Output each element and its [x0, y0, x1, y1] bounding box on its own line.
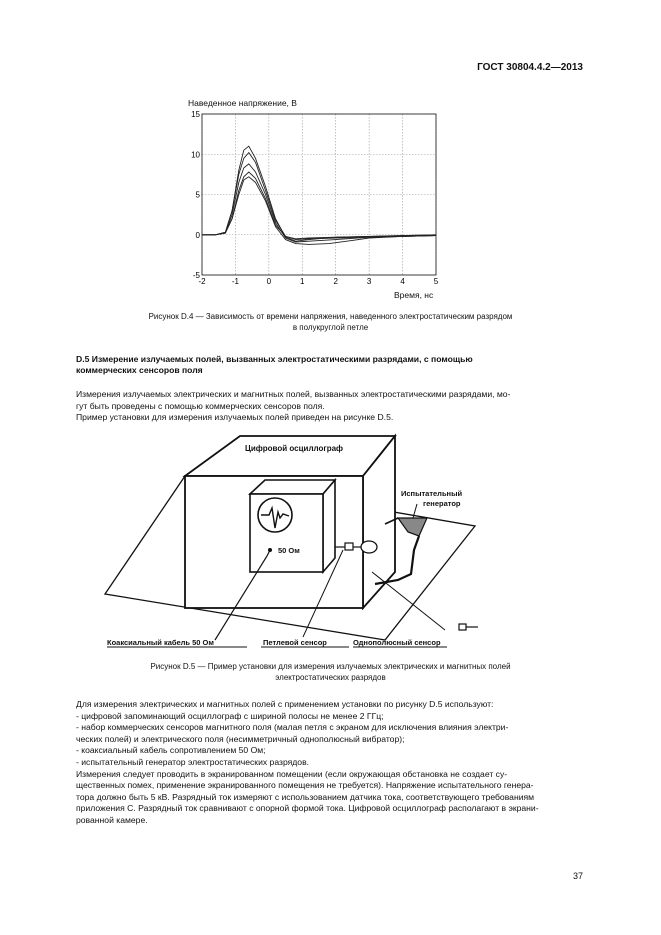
series-line-5 — [202, 177, 436, 245]
oscilloscope-label: Цифровой осциллограф — [245, 444, 344, 453]
monopole-sensor-label: Однополюсный сенсор — [353, 638, 441, 647]
y-tick-label: 10 — [191, 150, 200, 160]
loop-sensor-label: Петлевой сенсор — [263, 638, 327, 647]
text-line: рованной камере. — [76, 814, 148, 825]
x-tick-label: 2 — [333, 277, 338, 286]
list-item-continued: ческих полей) и электрического поля (несимметричный однополюсный вибратор); — [76, 733, 405, 744]
text-line: Пример установки для измерения излучаемых полей приведен на рисунке D.5. — [76, 412, 394, 423]
heading-line: коммерческих сенсоров поля — [76, 365, 203, 375]
y-tick-label: 15 — [191, 110, 200, 119]
monopole-sensor — [459, 624, 466, 630]
chart-grid — [202, 114, 436, 275]
y-tick-label: -5 — [192, 271, 200, 280]
series-line-3 — [202, 164, 436, 242]
section-paragraph — [76, 389, 586, 424]
section-heading — [76, 354, 586, 376]
y-tick-label: 0 — [195, 230, 200, 240]
y-axis-label: Наведенное напряжение, В — [188, 98, 297, 108]
series-lines — [202, 146, 436, 244]
shielded-box-top — [185, 436, 395, 476]
list-item: - цифровой запоминающий осциллограф с шириной полосы не менее 2 ГГц; — [76, 710, 384, 721]
impedance-label: 50 Ом — [278, 546, 300, 555]
x-tick-label: -1 — [231, 277, 239, 286]
document-code: ГОСТ 30804.4.2—2013 — [477, 62, 583, 73]
figure-d4-caption — [60, 311, 601, 333]
x-tick-label: 5 — [433, 277, 439, 286]
list-item: - набор коммерческих сенсоров магнитного поля (малая петля с экраном для исключения влияния электри- — [76, 722, 509, 733]
loop-sensor — [361, 541, 377, 553]
voltage-time-chart — [180, 94, 460, 304]
list-item: - коаксиальный кабель сопротивлением 50 Ом; — [76, 745, 266, 756]
figure-d5-caption — [60, 661, 601, 683]
x-axis-label: Время, нс — [394, 290, 434, 300]
text-line: Для измерения электрических и магнитных полей с применением установки по рисунку D.5 используют: — [76, 699, 494, 709]
series-line-1 — [202, 146, 436, 241]
oscilloscope-side — [323, 480, 335, 572]
heading-line: D.5 Измерение излучаемых полей, вызванных электростатическими разрядами, с помощью — [76, 354, 473, 364]
caption-line: электростатических разрядов — [275, 673, 386, 682]
text-line: щественных помех, применение экранированного помещения не требуется). Напряжение испытательного генера- — [76, 780, 534, 791]
oscilloscope-top — [250, 480, 335, 494]
feedthrough-connector — [345, 543, 353, 550]
x-tick-label: 4 — [400, 277, 405, 286]
page-number: 37 — [572, 871, 583, 881]
list-item: - испытательный генератор электростатических разрядов. — [76, 756, 310, 767]
caption-line: Рисунок D.5 — Пример установки для измерения излучаемых электрических и магнитных полей — [150, 662, 511, 671]
generator-label: Испытательный — [401, 489, 463, 498]
y-tick-label: 5 — [195, 190, 200, 200]
text-line: Измерения излучаемых электрических и магнитных полей, вызванных электростатическими разрядами, мо- — [76, 389, 511, 399]
tick-labels — [191, 110, 439, 286]
generator-label: генератор — [423, 499, 461, 508]
coax-label: Коаксиальный кабель 50 Ом — [107, 638, 214, 647]
text-line: Измерения следует проводить в экранированном помещении (если окружающая обстановка не создает су- — [76, 768, 508, 779]
x-tick-label: 0 — [266, 277, 272, 286]
x-tick-label: 1 — [300, 277, 305, 286]
text-line: приложения С. Разрядный ток сравнивают с опорной формой тока. Цифровой осциллограф располагают в экрани- — [76, 803, 539, 814]
text-line: гут быть проведены с помощью коммерческих сенсоров поля. — [76, 400, 325, 411]
x-tick-label: 3 — [366, 277, 372, 286]
x-tick-label: -2 — [198, 277, 206, 286]
caption-line: Рисунок D.4 — Зависимость от времени напряжения, наведенного электростатическим разрядом — [148, 312, 513, 321]
caption-line: в полукруглой петле — [292, 323, 369, 332]
body-text — [76, 699, 586, 827]
measurement-setup-diagram — [95, 432, 495, 660]
text-line: тора должно быть 5 кВ. Разрядный ток измеряют с использованием датчика тока, соответствующего требованиям — [76, 791, 535, 802]
